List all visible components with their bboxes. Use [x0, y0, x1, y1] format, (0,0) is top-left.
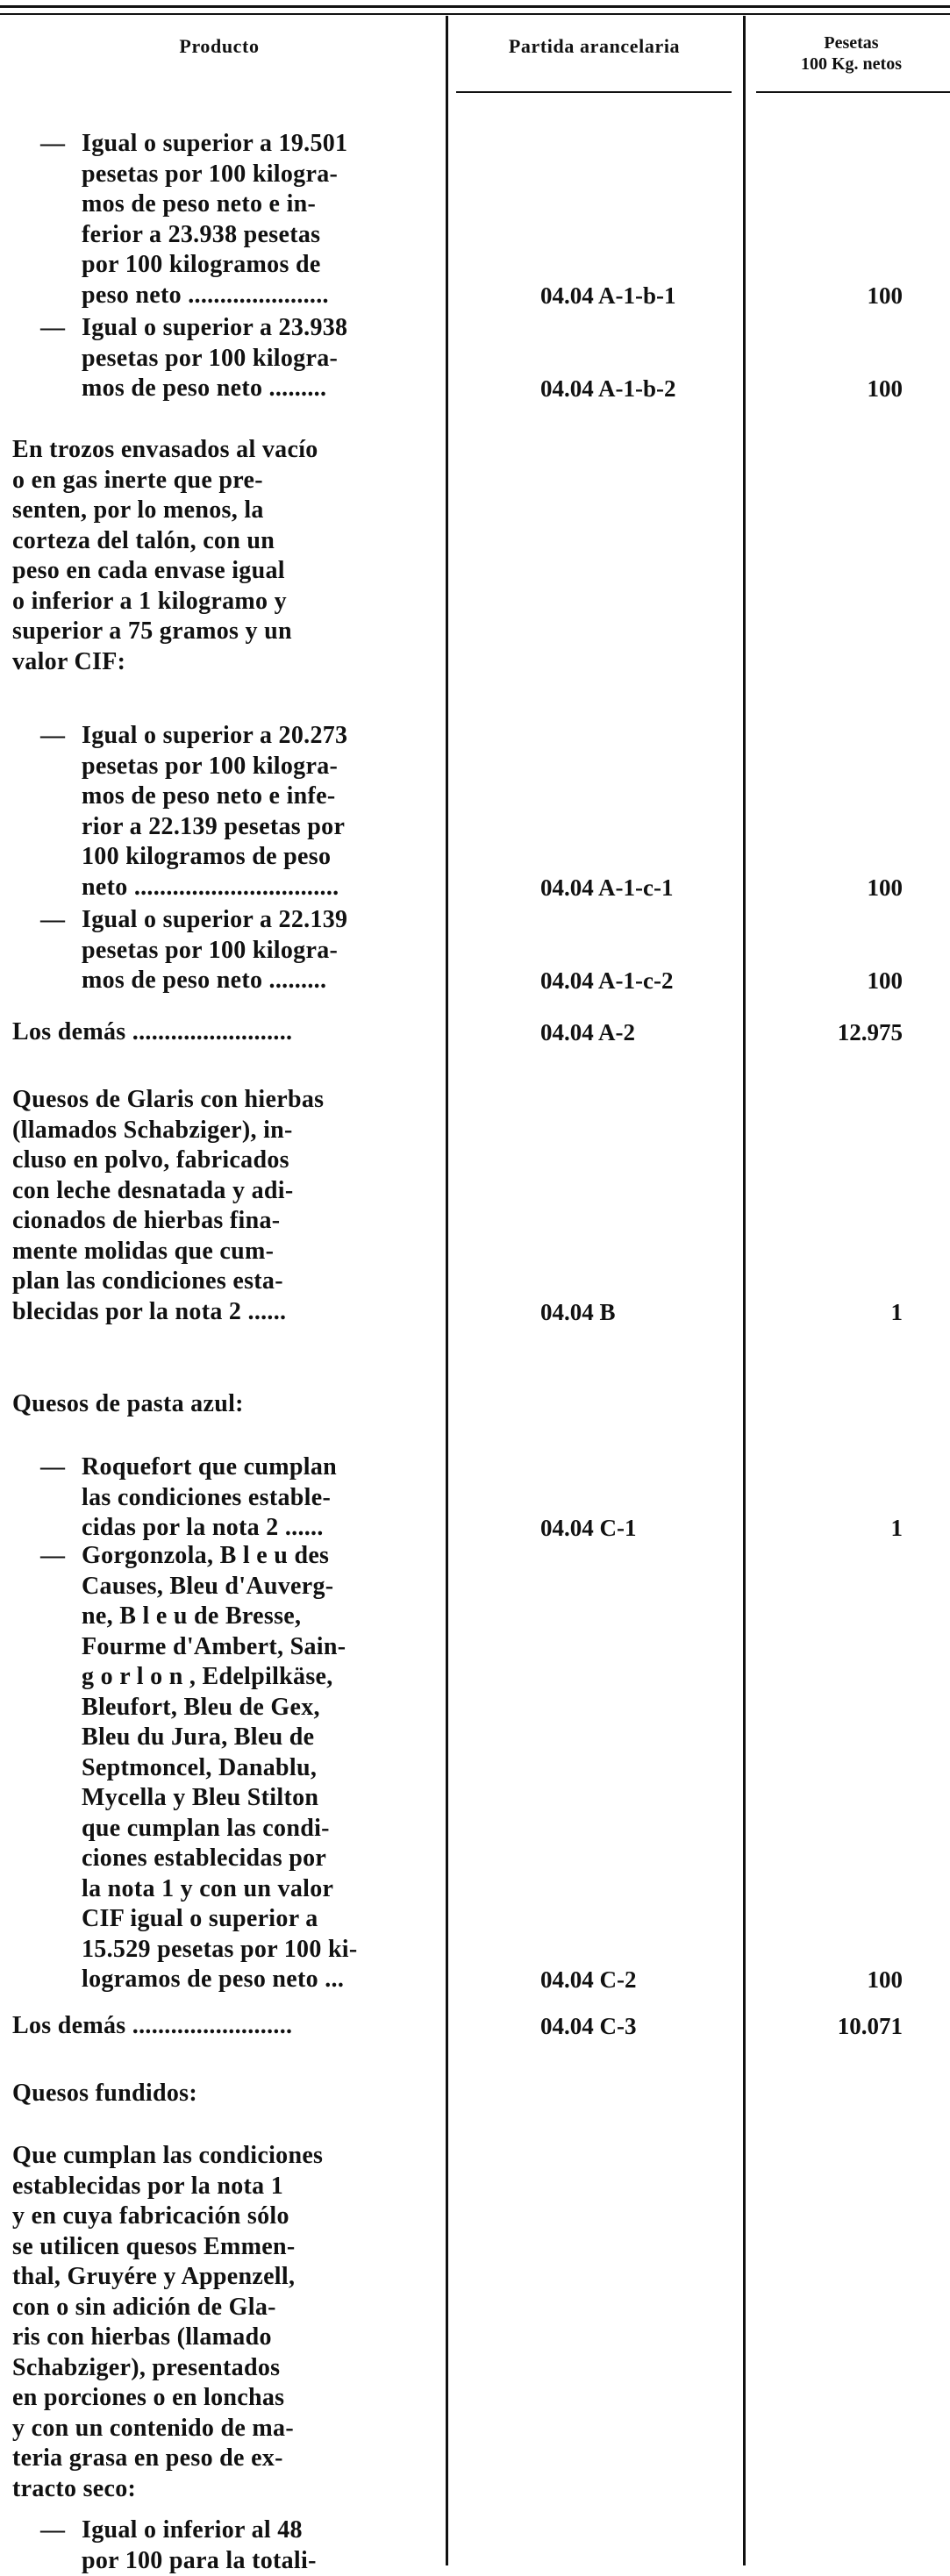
- pesetas-value-cell: 10.071: [837, 2013, 903, 2039]
- pesetas-value-cell: 100: [867, 282, 903, 309]
- pesetas-value-cell: 1: [890, 1298, 903, 1325]
- dash-bullet: —: [40, 1453, 65, 1481]
- header-partida: Partida arancelaria: [508, 35, 681, 57]
- product-description-line: pesetas por 100 kilogra-: [82, 160, 339, 188]
- product-description-line: cidas por la nota 2 ......: [82, 1514, 324, 1541]
- product-description-line: por 100 para la totali-: [82, 2546, 317, 2574]
- pesetas-value-cell: 12.975: [837, 1019, 903, 1045]
- header-rule-pesetas: [756, 91, 950, 93]
- product-description-line: Los demás .........................: [12, 1018, 293, 1045]
- product-description-line: que cumplan las condi-: [82, 1814, 330, 1842]
- header-rule-partida: [456, 91, 732, 93]
- product-description-line: por 100 kilogramos de: [82, 251, 321, 278]
- pesetas-value-cell: 100: [867, 967, 903, 994]
- product-description-line: neto ................................: [82, 873, 339, 901]
- product-description-line: tracto seco:: [12, 2474, 137, 2502]
- product-description-line: mos de peso neto e infe-: [82, 782, 336, 810]
- product-description-line: Igual o superior a 22.139: [82, 906, 348, 933]
- partida-arancelaria-cell: 04.04 A-1-b-1: [540, 282, 676, 309]
- product-description-line: thal, Gruyére y Appenzell,: [12, 2263, 296, 2290]
- product-description-line: Causes, Bleu d'Auverg-: [82, 1572, 334, 1600]
- product-description-line: ne, B l e u de Bresse,: [82, 1602, 302, 1630]
- pesetas-value-cell: 100: [867, 1966, 903, 1993]
- dash-bullet: —: [40, 1542, 65, 1569]
- product-description-line: mos de peso neto .........: [82, 375, 327, 402]
- product-description-line: Igual o superior a 19.501: [82, 130, 348, 157]
- product-description-line: ferior a 23.938 pesetas: [82, 220, 321, 248]
- product-description-line: Quesos de Glaris con hierbas: [12, 1086, 325, 1113]
- product-description-line: Schabziger), presentados: [12, 2353, 281, 2381]
- partida-arancelaria-cell: 04.04 A-1-b-2: [540, 375, 676, 402]
- product-description-line: Igual o superior a 20.273: [82, 722, 348, 749]
- product-description-line: peso en cada envase igual: [12, 557, 285, 584]
- product-description-line: rior a 22.139 pesetas por: [82, 812, 346, 840]
- column-separator-right: [743, 16, 746, 2565]
- product-description-line: y en cuya fabricación sólo: [12, 2202, 289, 2230]
- partida-arancelaria-cell: 04.04 A-1-c-1: [540, 874, 674, 901]
- dash-bullet: —: [40, 130, 65, 157]
- product-description-line: o inferior a 1 kilogramo y: [12, 587, 287, 615]
- product-description-line: pesetas por 100 kilogra-: [82, 752, 339, 780]
- product-description-line: 15.529 pesetas por 100 ki-: [82, 1935, 358, 1963]
- partida-arancelaria-cell: 04.04 A-1-c-2: [540, 967, 674, 994]
- product-description-line: con leche desnatada y adi-: [12, 1176, 294, 1204]
- product-description-line: peso neto ......................: [82, 281, 329, 309]
- product-description-line: En trozos envasados al vacío: [12, 436, 318, 463]
- partida-arancelaria-cell: 04.04 A-2: [540, 1019, 635, 1045]
- pesetas-value-cell: 1: [890, 1515, 903, 1541]
- product-description-line: mos de peso neto .........: [82, 967, 327, 994]
- top-rule-thick: [0, 5, 950, 8]
- product-description-line: establecidas por la nota 1: [12, 2172, 284, 2200]
- product-description-line: se utilicen quesos Emmen-: [12, 2232, 296, 2260]
- product-description-line: Fourme d'Ambert, Sain-: [82, 1632, 346, 1660]
- product-description-line: las condiciones estable-: [82, 1483, 332, 1511]
- product-description-line: mos de peso neto e in-: [82, 190, 317, 218]
- product-description-line: Igual o superior a 23.938: [82, 314, 348, 341]
- dash-bullet: —: [40, 906, 65, 933]
- product-description-line: CIF igual o superior a: [82, 1905, 318, 1932]
- pesetas-value-cell: 100: [867, 874, 903, 901]
- partida-arancelaria-cell: 04.04 B: [540, 1298, 616, 1325]
- header-producto: Producto: [179, 35, 260, 57]
- product-description-line: Quesos fundidos:: [12, 2080, 197, 2107]
- partida-arancelaria-cell: 04.04 C-2: [540, 1966, 637, 1993]
- product-description-line: pesetas por 100 kilogra-: [82, 344, 339, 372]
- product-description-line: ciones establecidas por: [82, 1845, 327, 1872]
- product-description-line: superior a 75 gramos y un: [12, 617, 292, 645]
- header-pesetas: Pesetas: [824, 33, 879, 53]
- product-description-line: y con un contenido de ma-: [12, 2414, 294, 2442]
- product-description-line: Septmoncel, Danablu,: [82, 1753, 318, 1781]
- partida-arancelaria-cell: 04.04 C-1: [540, 1515, 637, 1541]
- partida-arancelaria-cell: 04.04 C-3: [540, 2013, 637, 2039]
- product-description-line: mente molidas que cum-: [12, 1237, 275, 1265]
- product-description-line: cluso en polvo, fabricados: [12, 1146, 289, 1174]
- pesetas-value-cell: 100: [867, 375, 903, 402]
- product-description-line: ris con hierbas (llamado: [12, 2323, 272, 2351]
- product-description-line: senten, por lo menos, la: [12, 496, 264, 524]
- product-description-line: o en gas inerte que pre-: [12, 466, 263, 494]
- product-description-line: blecidas por la nota 2 ......: [12, 1297, 287, 1325]
- product-description-line: Igual o inferior al 48: [82, 2516, 303, 2544]
- product-description-line: Que cumplan las condiciones: [12, 2142, 324, 2169]
- product-description-line: 100 kilogramos de peso: [82, 843, 332, 870]
- column-separator-left: [446, 16, 448, 2565]
- dash-bullet: —: [40, 2516, 65, 2544]
- product-description-line: Los demás .........................: [12, 2012, 293, 2039]
- product-description-line: Mycella y Bleu Stilton: [82, 1784, 319, 1811]
- product-description-line: Gorgonzola, B l e u des: [82, 1542, 330, 1569]
- product-description-line: teria grasa en peso de ex-: [12, 2444, 283, 2472]
- product-description-line: Bleu du Jura, Bleu de: [82, 1723, 315, 1751]
- dash-bullet: —: [40, 722, 65, 749]
- product-description-line: la nota 1 y con un valor: [82, 1874, 334, 1902]
- product-description-line: cionados de hierbas fina-: [12, 1207, 281, 1234]
- product-description-line: logramos de peso neto ...: [82, 1966, 345, 1993]
- top-rule-thin: [0, 13, 950, 15]
- dash-bullet: —: [40, 314, 65, 341]
- product-description-line: valor CIF:: [12, 647, 126, 675]
- product-description-line: en porciones o en lonchas: [12, 2384, 285, 2411]
- header-pesetas-unit: 100 Kg. netos: [801, 54, 902, 74]
- product-description-line: plan las condiciones esta-: [12, 1267, 283, 1295]
- product-description-line: g o r l o n , Edelpilkäse,: [82, 1663, 333, 1690]
- product-description-line: corteza del talón, con un: [12, 526, 275, 554]
- product-description-line: Quesos de pasta azul:: [12, 1390, 244, 1417]
- product-description-line: Roquefort que cumplan: [82, 1453, 337, 1481]
- product-description-line: (llamados Schabziger), in-: [12, 1116, 293, 1144]
- product-description-line: con o sin adición de Gla-: [12, 2293, 276, 2321]
- product-description-line: Bleufort, Bleu de Gex,: [82, 1693, 320, 1721]
- product-description-line: pesetas por 100 kilogra-: [82, 936, 339, 964]
